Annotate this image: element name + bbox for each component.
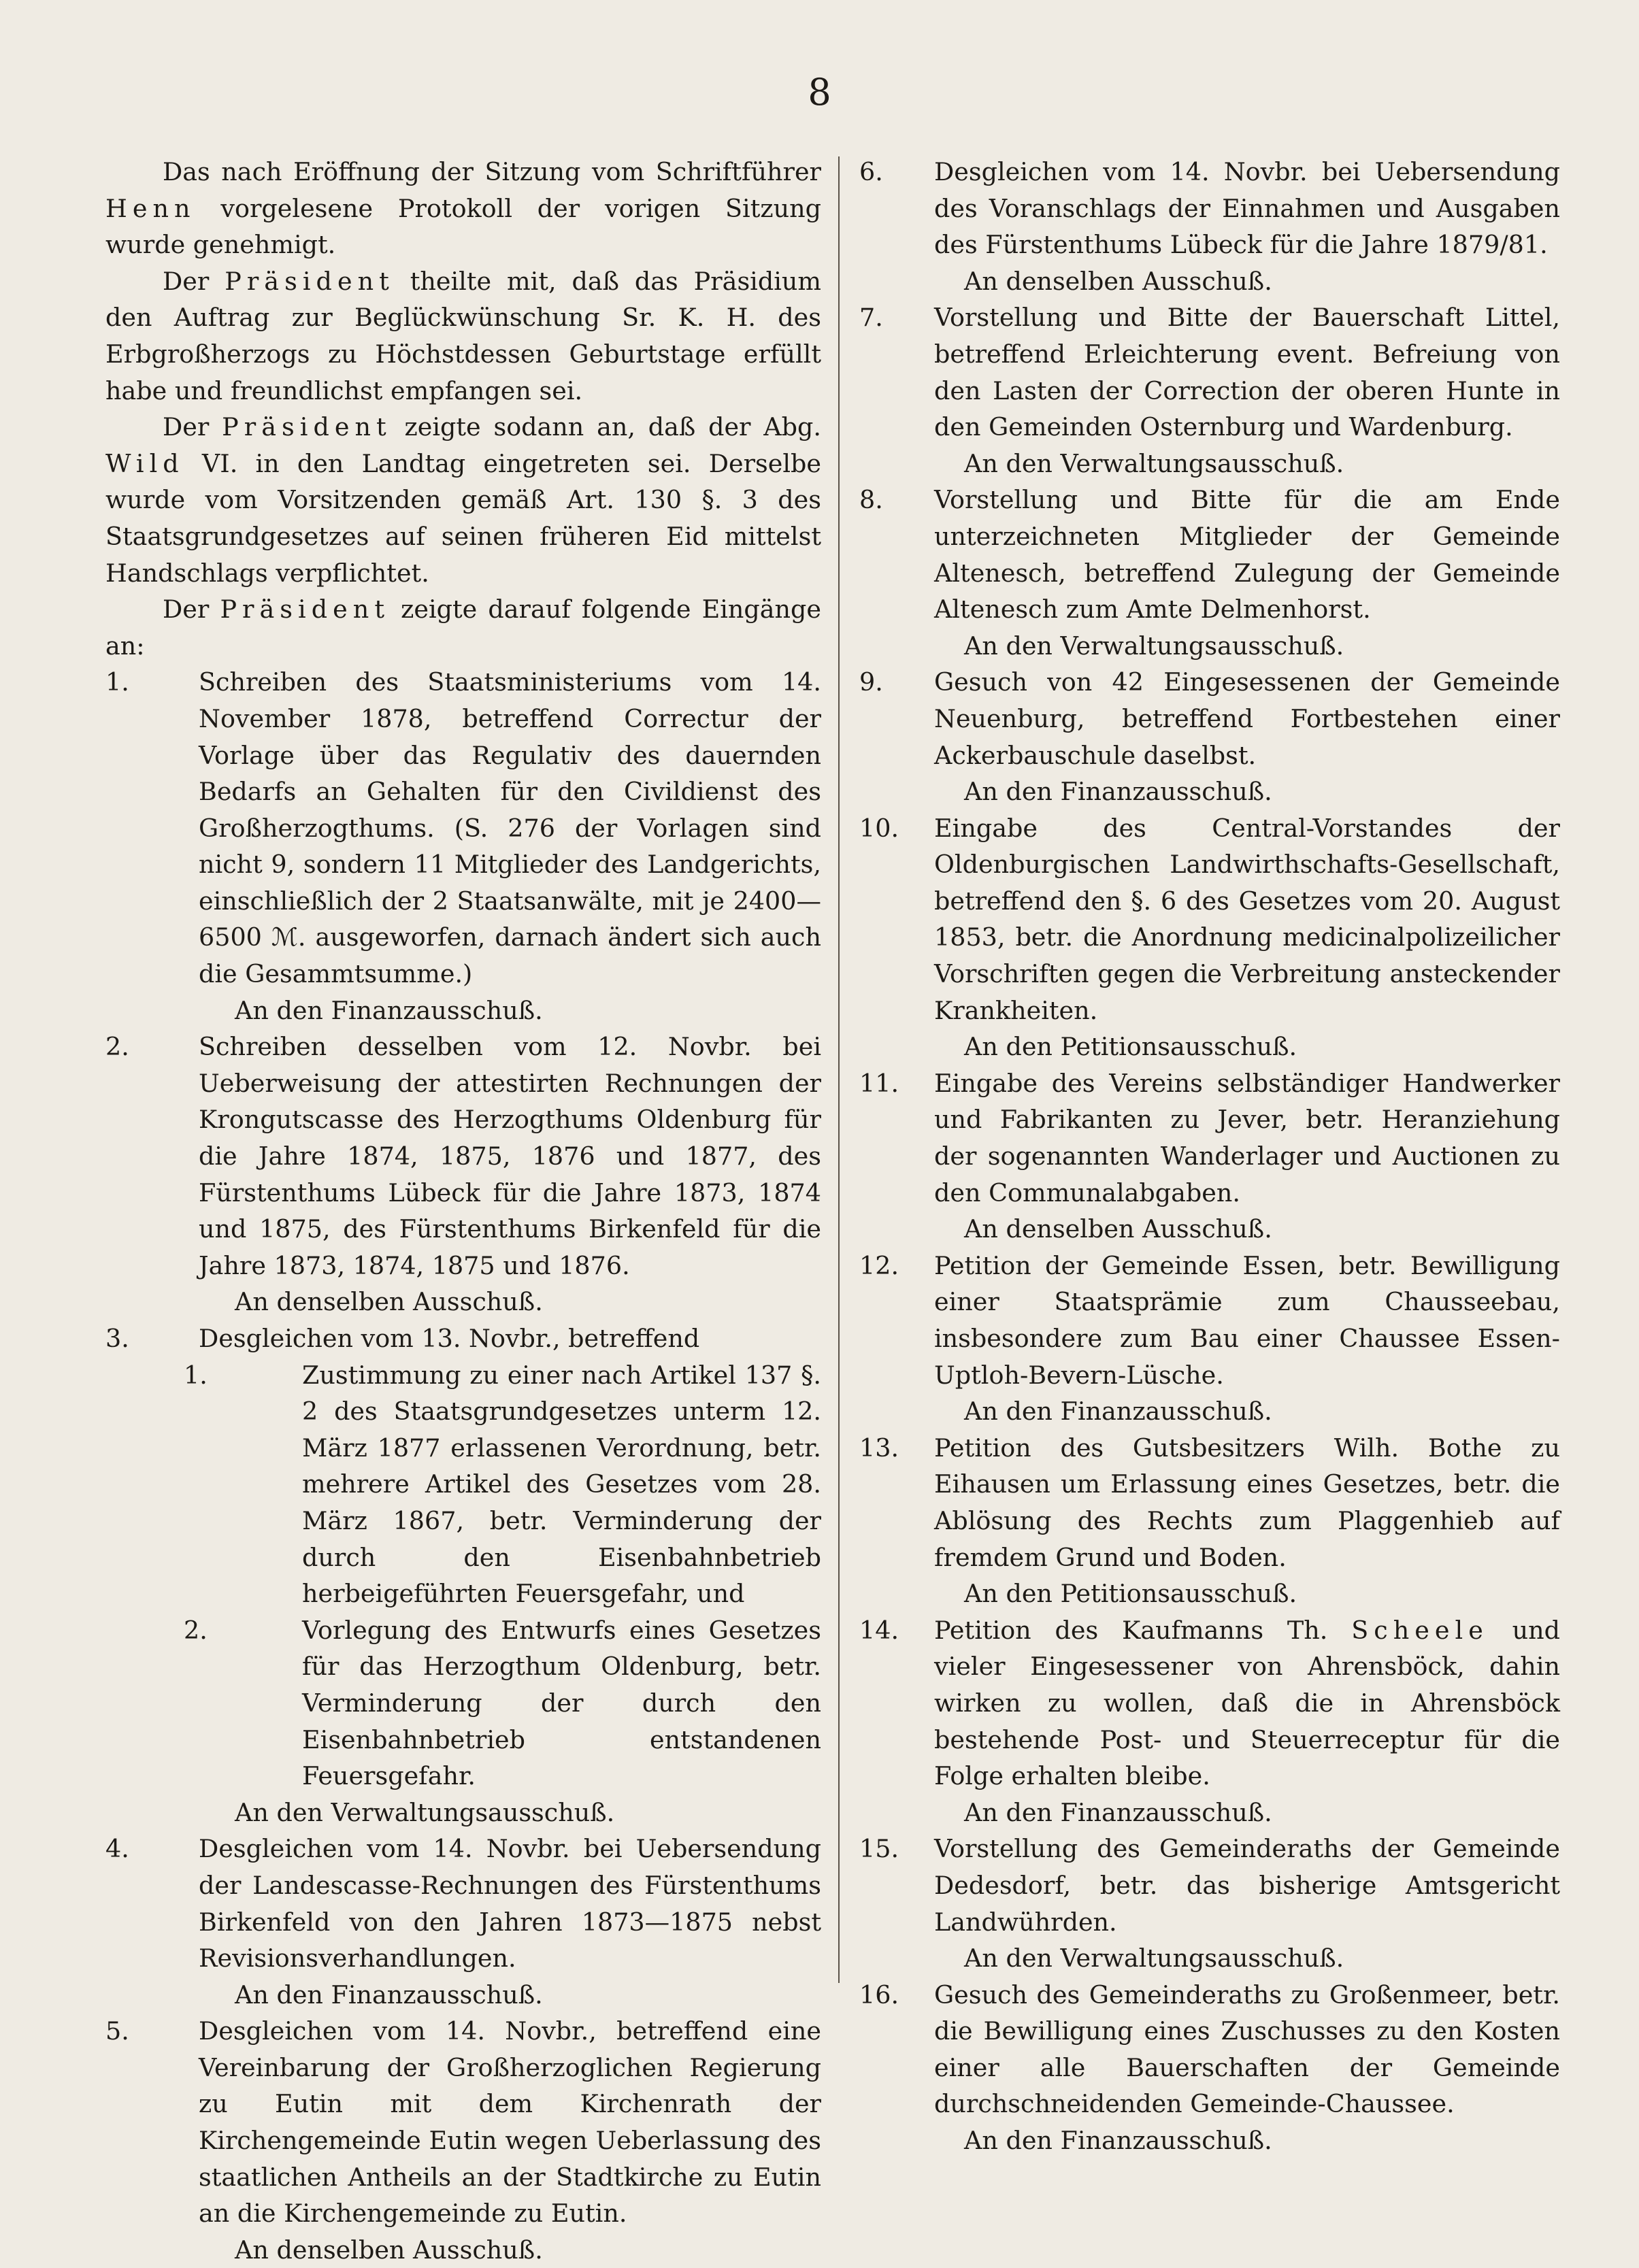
text-run: Petition des Kaufmanns Th.: [934, 1615, 1352, 1645]
text-run: Das nach Eröffnung der Sitzung vom Schriftführer: [163, 157, 821, 186]
entry-item: [105, 2013, 821, 2232]
intro-paragraph: [105, 154, 821, 263]
sub-entry-number: 2.: [184, 1615, 208, 1645]
sub-entry-item: [105, 1612, 821, 1795]
entry-text: Eingabe des Vereins selbständiger Handwerker und Fabrikanten zu Jever, betr. Heranziehung der sogenannten Wanderlager und Auctionen zu den Communalabgaben.: [934, 1068, 1560, 1207]
committee-referral: An den Verwaltungsausschuß.: [235, 1797, 615, 1827]
committee-referral: An den Verwaltungsausschuß.: [964, 448, 1344, 478]
entry-number: 1.: [105, 667, 129, 697]
entry-number: 15.: [859, 1834, 899, 1864]
intro-paragraph: [105, 409, 821, 591]
committee-referral: An denselben Ausschuß.: [964, 266, 1272, 296]
entry-text: [934, 1612, 1560, 1795]
committee-referral: An den Finanzausschuß.: [235, 995, 543, 1025]
spaced-name: Henn: [105, 193, 196, 223]
committee-referral: An denselben Ausschuß.: [964, 1214, 1272, 1244]
text-run: theilte mit, daß das Präsidium den Auftrag zur Beglückwünschung Sr. K. H. des Erbgroßherzogs zu Höchstdessen Geburtstage erfüllt habe und freundlichst empfangen sei.: [105, 266, 822, 405]
entry-text: Desgleichen vom 13. Novbr., betreffend: [199, 1324, 700, 1353]
entry-item: [859, 1430, 1560, 1575]
entry-number: 11.: [859, 1068, 899, 1098]
entry-number: 6.: [859, 157, 883, 186]
page-number: 8: [808, 71, 831, 114]
left-column: [105, 154, 821, 2268]
entry-number: 10.: [859, 813, 899, 843]
entry-text: Desgleichen vom 14. Novbr. bei Uebersendung der Landescasse-Rechnungen des Fürstenthums Birkenfeld von den Jahren 1873—1875 nebst Revisionsverhandlungen.: [199, 1834, 821, 1973]
entry-text: Vorstellung des Gemeinderaths der Gemeinde Dedesdorf, betr. das bisherige Amtsgericht Landwührden.: [934, 1834, 1560, 1937]
committee-referral: An den Finanzausschuß.: [964, 1797, 1272, 1827]
entry-item: [859, 1065, 1560, 1211]
entry-text: Desgleichen vom 14. Novbr. bei Uebersendung des Voranschlags der Einnahmen und Ausgaben des Fürstenthums Lübeck für die Jahre 1879/81.: [934, 157, 1560, 260]
entry-item: [105, 664, 821, 992]
entry-number: 16.: [859, 1980, 899, 2009]
intro-paragraph: [105, 591, 821, 664]
entry-item: [859, 1831, 1560, 1940]
committee-referral: An den Finanzausschuß.: [964, 1397, 1272, 1427]
entry-number: 3.: [105, 1324, 129, 1353]
text-run: zeigte sodann an, daß der Abg.: [391, 412, 821, 442]
entry-text: Petition des Gutsbesitzers Wilh. Bothe zu Eihausen um Erlassung eines Gesetzes, betr. die Ablösung des Rechts zum Plaggenhieb auf fremdem Grund und Boden.: [934, 1433, 1560, 1572]
entry-text: Gesuch von 42 Eingesessenen der Gemeinde Neuenburg, betreffend Fortbestehen einer Ackerbauschule daselbst.: [934, 667, 1560, 770]
entry-item: [859, 482, 1560, 627]
spaced-name: Präsident: [220, 595, 391, 624]
entry-text: Eingabe des Central-Vorstandes der Oldenburgischen Landwirthschafts-Gesellschaft, betreffend den §. 6 des Gesetzes vom 20. August 1853, betr. die Anordnung medicinalpolizeilicher Vorschriften gegen die Verbreitung ansteckender Krankheiten.: [934, 813, 1560, 1025]
sub-entry-number: 1.: [184, 1360, 208, 1390]
sub-entry-text: Vorlegung des Entwurfs eines Gesetzes für das Herzogthum Oldenburg, betr. Verminderung der durch den Eisenbahnbetrieb entstandenen Feuersgefahr.: [302, 1615, 821, 1791]
entry-text: Vorstellung und Bitte für die am Ende unterzeichneten Mitglieder der Gemeinde Altenesch, betreffend Zulegung der Gemeinde Altenesch zum Amte Delmenhorst.: [934, 485, 1560, 624]
committee-referral: An den Petitionsausschuß.: [964, 1579, 1297, 1609]
sub-entry-text: Zustimmung zu einer nach Artikel 137 §. 2 des Staatsgrundgesetzes unterm 12. März 1877 erlassenen Verordnung, betr. mehrere Artikel des Gesetzes vom 28. März 1867, betr. Verminderung der durch den Eisenbahnbetrieb herbeigeführten Feuersgefahr, und: [302, 1360, 821, 1609]
entry-number: 13.: [859, 1433, 899, 1463]
entry-item: [859, 664, 1560, 773]
entry-text: Schreiben des Staatsministeriums vom 14. November 1878, betreffend Correctur der Vorlage über das Regulativ des dauernden Bedarfs an Gehalten für den Civildienst des Großherzogthums. (S. 276 der Vorlagen sind nicht 9, sondern 11 Mitglieder des Landgerichts, einschließlich der 2 Staatsanwälte, mit je 2400—6500 ℳ. ausgeworfen, darnach ändert sich auch die Gesammtsumme.): [199, 667, 821, 989]
committee-referral: An den Petitionsausschuß.: [964, 1032, 1297, 1062]
committee-referral: An den Finanzausschuß.: [964, 777, 1272, 807]
entry-number: 14.: [859, 1615, 899, 1645]
committee-referral: An den Finanzausschuß.: [964, 2126, 1272, 2156]
spaced-name: Scheele: [1351, 1615, 1489, 1645]
column-divider: [838, 156, 840, 1983]
committee-referral: An den Verwaltungsausschuß.: [964, 631, 1344, 661]
text-run: und vieler Eingesessener von Ahrensböck, dahin wirken zu wollen, daß die in Ahrensböck bestehende Post- und Steuerreceptur für die Folge erhalten bleibe.: [934, 1615, 1561, 1791]
committee-referral: An den Verwaltungsausschuß.: [964, 1944, 1344, 1973]
entry-text: Petition der Gemeinde Essen, betr. Bewilligung einer Staatsprämie zum Chausseebau, insbesondere zum Bau einer Chaussee Essen-Uptloh-Bevern-Lüsche.: [934, 1250, 1560, 1390]
spaced-name: Präsident: [222, 412, 392, 442]
entry-item: [859, 1248, 1560, 1393]
entry-number: 9.: [859, 667, 883, 697]
committee-referral: An den Finanzausschuß.: [235, 1980, 543, 2009]
entry-number: 4.: [105, 1834, 129, 1864]
entry-number: 5.: [105, 2016, 129, 2046]
entry-item: [859, 1612, 1560, 1795]
text-run: vorgelesene Protokoll der vorigen Sitzung wurde genehmigt.: [105, 193, 821, 260]
text-run: VI. in den Landtag eingetreten sei. Derselbe wurde vom Vorsitzenden gemäß Art. 130 §. 3 des Staatsgrundgesetzes auf seinen früheren Eid mittelst Handschlags verpflichtet.: [105, 448, 821, 588]
entry-text: Gesuch des Gemeinderaths zu Großenmeer, betr. die Bewilligung eines Zuschusses zu den Kosten einer alle Bauerschaften der Gemeinde durchschneidenden Gemeinde-Chaussee.: [934, 1980, 1560, 2119]
entry-number: 12.: [859, 1250, 899, 1280]
text-run: Der: [163, 595, 220, 624]
entry-item: [859, 154, 1560, 263]
entry-number: 8.: [859, 485, 883, 515]
entry-number: 2.: [105, 1032, 129, 1062]
entry-text: Desgleichen vom 14. Novbr., betreffend eine Vereinbarung der Großherzoglichen Regierung zu Eutin mit dem Kirchenrath der Kirchengemeinde Eutin wegen Ueberlassung des staatlichen Antheils an der Stadtkirche zu Eutin an die Kirchengemeinde zu Eutin.: [199, 2016, 821, 2229]
committee-referral: An denselben Ausschuß.: [235, 1287, 543, 1317]
intro-paragraph: [105, 263, 821, 409]
entry-text: Vorstellung und Bitte der Bauerschaft Littel, betreffend Erleichterung event. Befreiung von den Lasten der Correction der oberen Hunte in den Gemeinden Osternburg und Wardenburg.: [934, 303, 1560, 442]
entry-item: [105, 1831, 821, 1976]
committee-referral: An denselben Ausschuß.: [235, 2235, 543, 2265]
entry-item: [859, 1977, 1560, 2122]
spaced-name: Präsident: [225, 266, 395, 296]
entry-text: Schreiben desselben vom 12. Novbr. bei Ueberweisung der attestirten Rechnungen der Krongutscasse des Herzogthums Oldenburg für die Jahre 1874, 1875, 1876 und 1877, des Fürstenthums Lübeck für die Jahre 1873, 1874 und 1875, des Fürstenthums Birkenfeld für die Jahre 1873, 1874, 1875 und 1876.: [199, 1032, 821, 1280]
right-column: [859, 154, 1560, 2159]
entry-item: [859, 810, 1560, 1029]
spaced-name: Wild: [105, 448, 184, 478]
sub-entry-item: [105, 1357, 821, 1612]
entry-number: 7.: [859, 303, 883, 333]
text-run: zeigte darauf folgende Eingänge an:: [105, 595, 822, 661]
text-run: Der: [163, 266, 225, 296]
entry-item: [105, 1029, 821, 1284]
entry-item: [859, 299, 1560, 445]
entry-item: [105, 1320, 821, 1357]
text-run: Der: [163, 412, 222, 442]
